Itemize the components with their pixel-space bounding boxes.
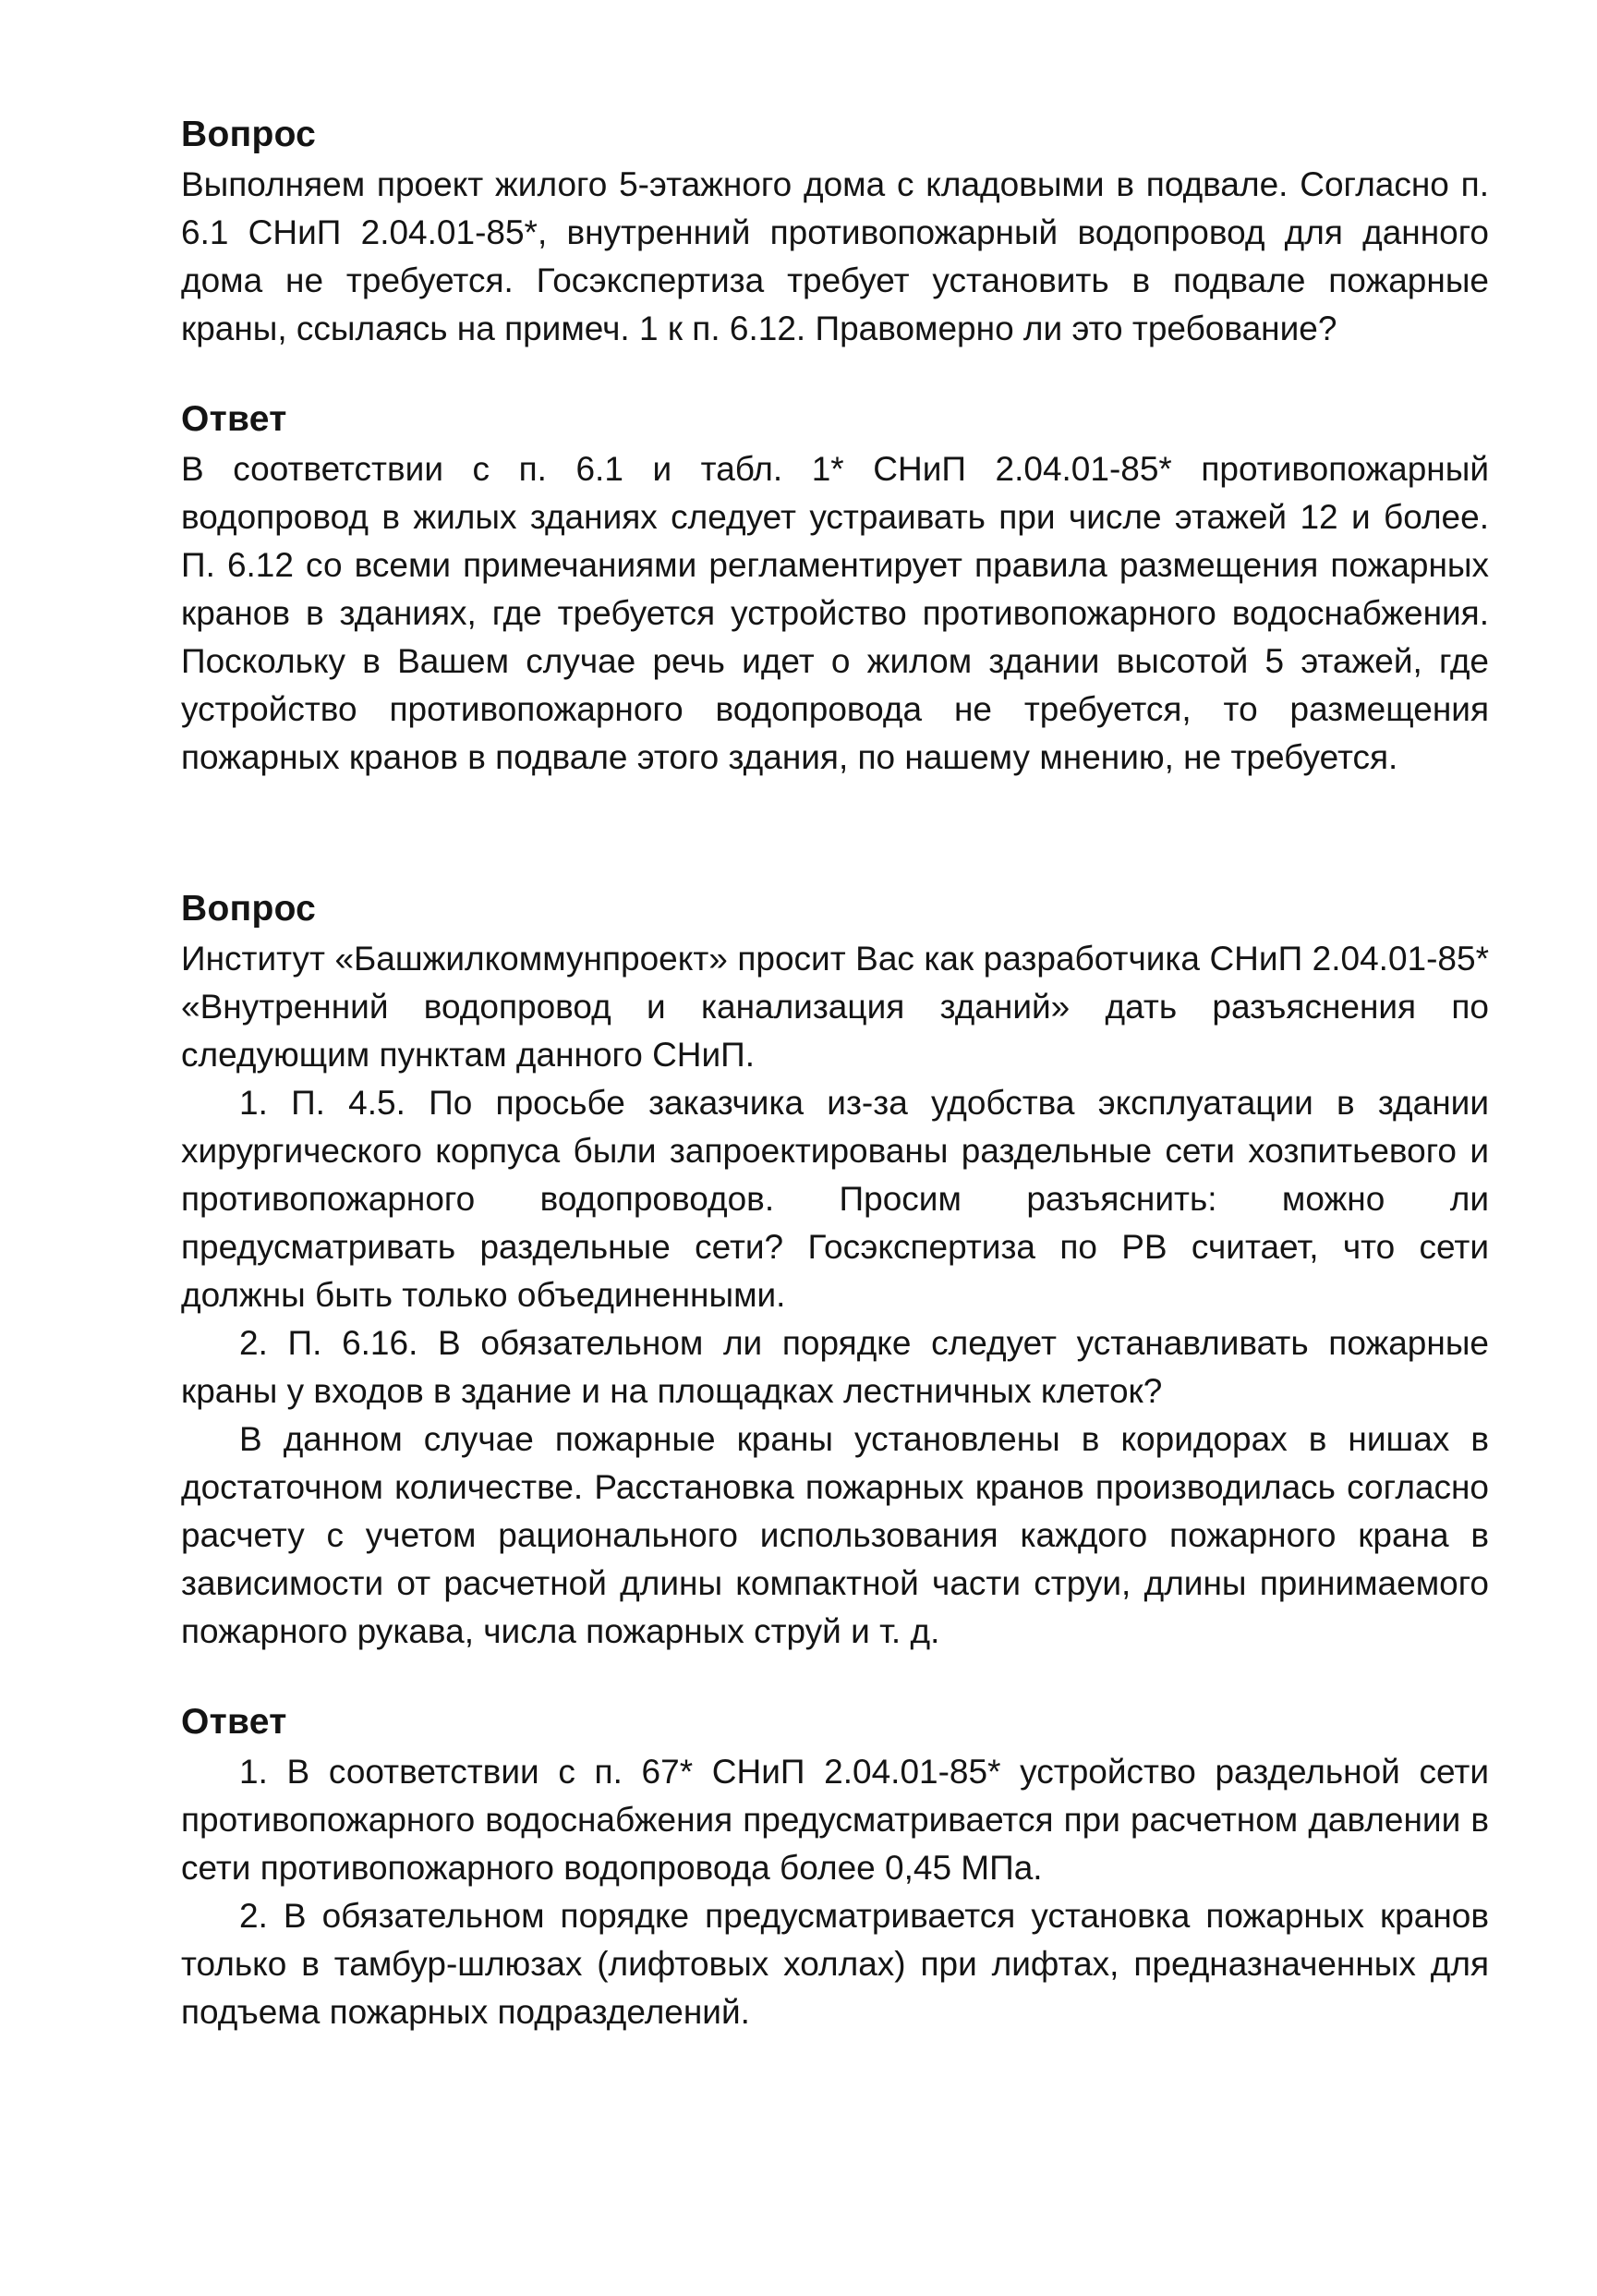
- answer-item-2: 2. В обязательном порядке предусматривается установка пожарных кранов только в тамбур-шлюзах (лифтовых холлах) при лифтах, предназначенных для подъема пожарных подразделений.: [181, 1897, 1489, 2031]
- question-text: Выполняем проект жилого 5-этажного дома с кладовыми в подвале. Согласно п. 6.1 СНиП 2.04.01-85*, внутренний противопожарный водопровод для данного дома не требуется. Госэкспертиза требует установить в подвале пожарные краны, ссылаясь на примеч. 1 к п. 6.12. Правомерно ли это требование?: [181, 165, 1489, 347]
- answer-item-1: 1. В соответствии с п. 67* СНиП 2.04.01-85* устройство раздельной сети противопожарного водоснабжения предусматривается при расчетном давлении в сети противопожарного водопровода более 0,45 МПа.: [181, 1753, 1489, 1887]
- question-intro: Институт «Башжилкоммунпроект» просит Вас как разработчика СНиП 2.04.01-85* «Внутренний водопровод и канализация зданий» дать разъяснения по следующим пунктам данного СНиП.: [181, 940, 1489, 1074]
- question-block-1: [181, 109, 1489, 353]
- answer-text: В соответствии с п. 6.1 и табл. 1* СНиП 2.04.01-85* противопожарный водопровод в жилых зданиях следует устраивать при числе этажей 12 и более. П. 6.12 со всеми примечаниями регламентирует правила размещения пожарных кранов в зданиях, где требуется устройство противопожарного водоснабжения. Поскольку в Вашем случае речь идет о жилом здании высотой 5 этажей, где устройство противопожарного водопровода не требуется, то размещения пожарных кранов в подвале этого здания, по нашему мнению, не требуется.: [181, 450, 1489, 776]
- answer-heading: Ответ: [181, 1702, 287, 1742]
- answer-block-2: [181, 1696, 1489, 2036]
- question-heading: Вопрос: [181, 115, 317, 154]
- answer-heading: Ответ: [181, 399, 287, 439]
- block-spacer: [181, 353, 1489, 394]
- document-content: [181, 109, 1489, 2036]
- block-spacer: [181, 1656, 1489, 1696]
- block-spacer: [181, 782, 1489, 883]
- question-item-2: 2. П. 6.16. В обязательном ли порядке следует устанавливать пожарные краны у входов в здание и на площадках лестничных клеток?: [181, 1324, 1489, 1410]
- answer-block-1: [181, 394, 1489, 782]
- question-note: В данном случае пожарные краны установлены в коридорах в нишах в достаточном количестве. Расстановка пожарных кранов производилась согласно расчету с учетом рационального использования каждого пожарного крана в зависимости от расчетной длины компактной части струи, длины принимаемого пожарного рукава, числа пожарных струй и т. д.: [181, 1420, 1489, 1650]
- question-item-1: 1. П. 4.5. По просьбе заказчика из-за удобства эксплуатации в здании хирургического корпуса были запроектированы раздельные сети хозпитьевого и противопожарного водопроводов. Просим разъяснить: можно ли предусматривать раздельные сети? Госэкспертиза по РВ считает, что сети должны быть только объединенными.: [181, 1084, 1489, 1314]
- question-heading: Вопрос: [181, 889, 317, 929]
- question-block-2: [181, 883, 1489, 1656]
